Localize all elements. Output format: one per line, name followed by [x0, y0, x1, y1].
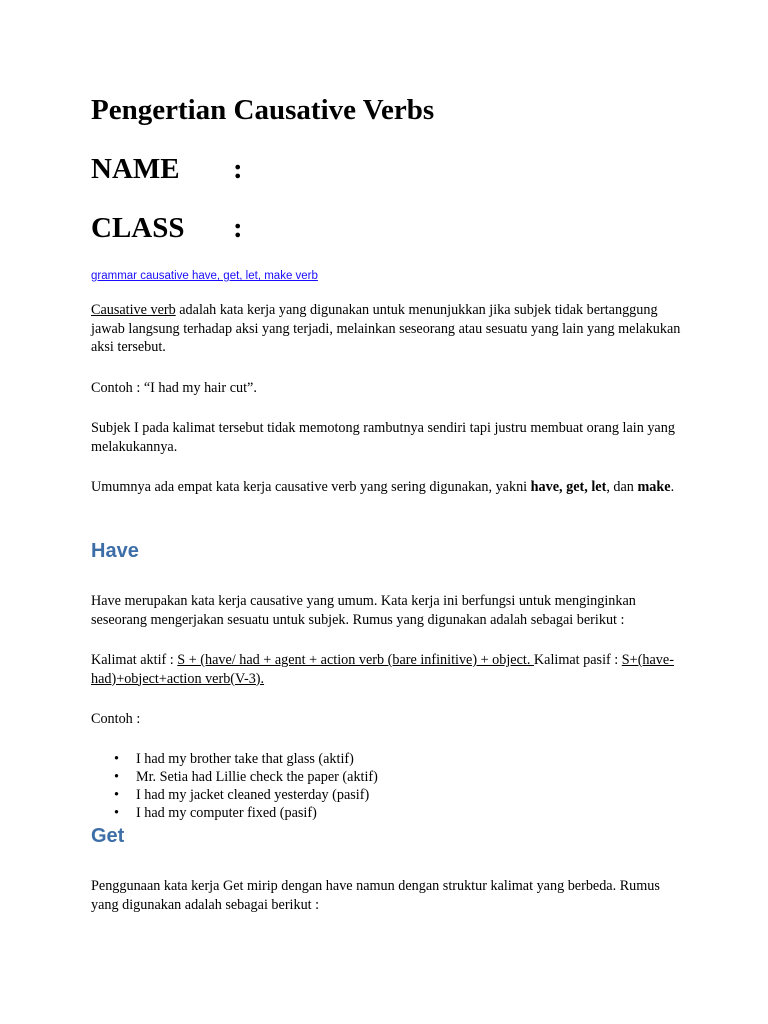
- list-item-text: I had my jacket cleaned yesterday (pasif): [136, 787, 370, 803]
- general-bold-make: make: [637, 479, 671, 495]
- general-prefix: Umumnya ada empat kata kerja causative verb yang sering digunakan, yakni: [91, 479, 531, 495]
- have-description: Have merupakan kata kerja causative yang umum. Kata kerja ini berfungsi untuk menginginkan seseorang mengerjakan sesuatu untuk subjek. Rumus yang digunakan adalah sebagai berikut :: [91, 593, 636, 628]
- intro-text: adalah kata kerja yang digunakan untuk menunjukkan jika subjek tidak bertanggung jawab langsung terhadap aksi yang terjadi, melainkan seseorang atau sesuatu yang lain yang melakukan aksi tersebut.: [91, 302, 681, 355]
- get-description: Penggunaan kata kerja Get mirip dengan have namun dengan struktur kalimat yang berbeda. Rumus yang digunakan adalah sebagai berikut :: [91, 878, 660, 913]
- causative-verb-term: Causative verb: [91, 302, 176, 318]
- bullet-icon: •: [114, 805, 119, 821]
- grammar-link[interactable]: grammar causative have, get, let, make verb: [91, 270, 318, 282]
- list-item-text: Mr. Setia had Lillie check the paper (aktif): [136, 769, 378, 785]
- class-field: [91, 212, 243, 245]
- class-colon: :: [233, 212, 243, 244]
- list-item-text: I had my brother take that glass (aktif): [136, 751, 354, 767]
- general-bold-verbs: have, get, let: [530, 479, 607, 495]
- general-suffix: .: [670, 479, 675, 495]
- name-label: NAME: [91, 153, 180, 185]
- general-paragraph: [91, 478, 691, 497]
- list-item: [91, 804, 691, 822]
- list-item: [91, 768, 691, 786]
- formula-passive: S+(have-had)+object+action verb(V-3).: [91, 652, 674, 687]
- intro-paragraph: [91, 301, 691, 357]
- page-title: Pengertian Causative Verbs: [91, 94, 435, 126]
- general-mid: , dan: [606, 479, 638, 495]
- list-item-text: I had my computer fixed (pasif): [136, 805, 317, 821]
- class-label: CLASS: [91, 212, 185, 244]
- have-heading: Have: [91, 540, 139, 562]
- formula-active: S + (have/ had + agent + action verb (bare infinitive) + object.: [177, 652, 534, 668]
- formula-passive-label: Kalimat pasif :: [533, 652, 622, 668]
- have-formula: [91, 651, 691, 688]
- formula-active-label: Kalimat aktif :: [91, 652, 178, 668]
- bullet-icon: •: [114, 751, 119, 767]
- have-example-list: [91, 750, 691, 822]
- name-colon: :: [233, 153, 243, 185]
- list-item: [91, 750, 691, 768]
- subject-paragraph: Subjek I pada kalimat tersebut tidak memotong rambutnya sendiri tapi justru membuat orang lain yang melakukannya.: [91, 420, 675, 455]
- have-example-label: Contoh :: [91, 711, 141, 727]
- list-item: [91, 786, 691, 804]
- bullet-icon: •: [114, 769, 119, 785]
- name-field: [91, 153, 243, 186]
- bullet-icon: •: [114, 787, 119, 803]
- get-heading: Get: [91, 825, 125, 847]
- example-paragraph: Contoh : “I had my hair cut”.: [91, 380, 257, 396]
